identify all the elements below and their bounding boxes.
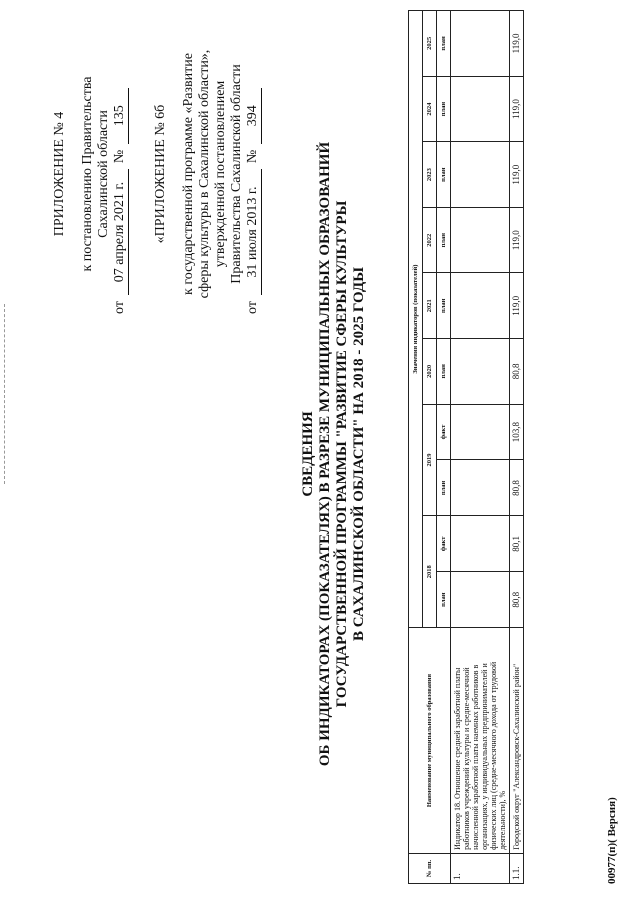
value-cell: 80,8: [510, 460, 524, 516]
year-header: 2024: [423, 76, 437, 142]
value-cell: [451, 516, 510, 572]
plan-header: план: [437, 207, 451, 273]
table-row: [451, 11, 510, 884]
plan-header: план: [437, 76, 451, 142]
plan-header: план: [437, 572, 451, 628]
value-cell: 119,0: [510, 76, 524, 142]
value-cell: [451, 11, 510, 77]
value-cell: 119,0: [510, 207, 524, 273]
row-number: 1.: [451, 853, 510, 883]
value-cell: 80,8: [510, 572, 524, 628]
fact-header: факт: [437, 516, 451, 572]
value-cell: [451, 339, 510, 405]
title-line-1: СВЕДЕНИЯ: [300, 411, 316, 497]
document-code: 00977(п)( Версия): [606, 797, 618, 884]
prev-decree-number: 394: [245, 88, 262, 144]
decree-number: 135: [112, 88, 129, 144]
decree-line-1: к постановлению Правительства: [80, 76, 95, 272]
value-cell: 119,0: [510, 273, 524, 339]
decree-line-2: Сахалинской области: [96, 110, 111, 238]
col-header-no: № пп.: [409, 853, 451, 883]
document-title: [300, 94, 368, 814]
plan-header: план: [437, 142, 451, 208]
prev-number-label: №: [245, 149, 260, 164]
fact-header: факт: [437, 404, 451, 460]
decree-date-row: [112, 34, 129, 314]
year-header: 2023: [423, 142, 437, 208]
prev-appendix-number: «ПРИЛОЖЕНИЕ № 6б: [153, 104, 168, 244]
row-name: Городской округ "Александровск-Сахалинский район": [510, 628, 524, 854]
from-label: от: [112, 301, 127, 314]
col-header-values: Значения индикаторов (показателей): [409, 11, 423, 628]
plan-header: план: [437, 11, 451, 77]
plan-header: план: [437, 273, 451, 339]
row-number: 1.1.: [510, 853, 524, 883]
program-line-4: Правительства Сахалинской области: [229, 64, 244, 284]
program-line-2: сферы культуры в Сахалинской области»,: [197, 49, 212, 299]
value-cell: 103,8: [510, 404, 524, 460]
value-cell: 80,8: [510, 339, 524, 405]
plan-header: план: [437, 460, 451, 516]
title-line-2: ОБ ИНДИКАТОРАХ (ПОКАЗАТЕЛЯХ) В РАЗРЕЗЕ МУНИЦИПАЛЬНЫХ ОБРАЗОВАНИЙ: [317, 141, 333, 767]
value-cell: [451, 572, 510, 628]
year-header: 2019: [423, 404, 437, 516]
header-row-1: [409, 11, 423, 884]
year-header: 2021: [423, 273, 437, 339]
prev-decree-date-row: [245, 34, 262, 314]
appendix-number: ПРИЛОЖЕНИЕ № 4: [52, 111, 67, 237]
value-cell: [451, 207, 510, 273]
value-cell: 119,0: [510, 11, 524, 77]
program-line-3: утвержденной постановлением: [213, 80, 228, 268]
year-header: 2022: [423, 207, 437, 273]
plan-header: план: [437, 339, 451, 405]
value-cell: [451, 273, 510, 339]
year-header: 2025: [423, 11, 437, 77]
prev-decree-date: 31 июля 2013 г.: [245, 169, 262, 295]
year-header: 2018: [423, 516, 437, 628]
value-cell: [451, 460, 510, 516]
scan-artifact-line: [4, 304, 7, 484]
table-row: [510, 11, 524, 884]
value-cell: [451, 142, 510, 208]
decree-date: 07 апреля 2021 г.: [112, 169, 129, 295]
value-cell: 119,0: [510, 142, 524, 208]
title-line-3: ГОСУДАРСТВЕННОЙ ПРОГРАММЫ "РАЗВИТИЕ СФЕРЫ КУЛЬТУРЫ: [334, 200, 350, 708]
row-name: Индикатор 18. Отношение средней заработной платы работников учреждений культуры и средне-месячной начисленной заработной платы наемных работников в организациях, у индивидуальных предпринимателей и физических лиц (средне-месячного дохода от трудовой деятельности), %: [451, 628, 510, 854]
program-line-1: к государственной программе «Развитие: [181, 53, 196, 295]
value-cell: 80,1: [510, 516, 524, 572]
year-header: 2020: [423, 339, 437, 405]
prev-from-label: от: [245, 301, 260, 314]
number-label: №: [112, 149, 127, 164]
indicators-table: [408, 10, 524, 884]
value-cell: [451, 404, 510, 460]
col-header-name: Наименование муниципального образования: [409, 628, 451, 854]
title-line-4: В САХАЛИНСКОЙ ОБЛАСТИ" НА 2018 - 2025 ГОДЫ: [351, 267, 367, 641]
appendix-header: [52, 34, 262, 314]
value-cell: [451, 76, 510, 142]
